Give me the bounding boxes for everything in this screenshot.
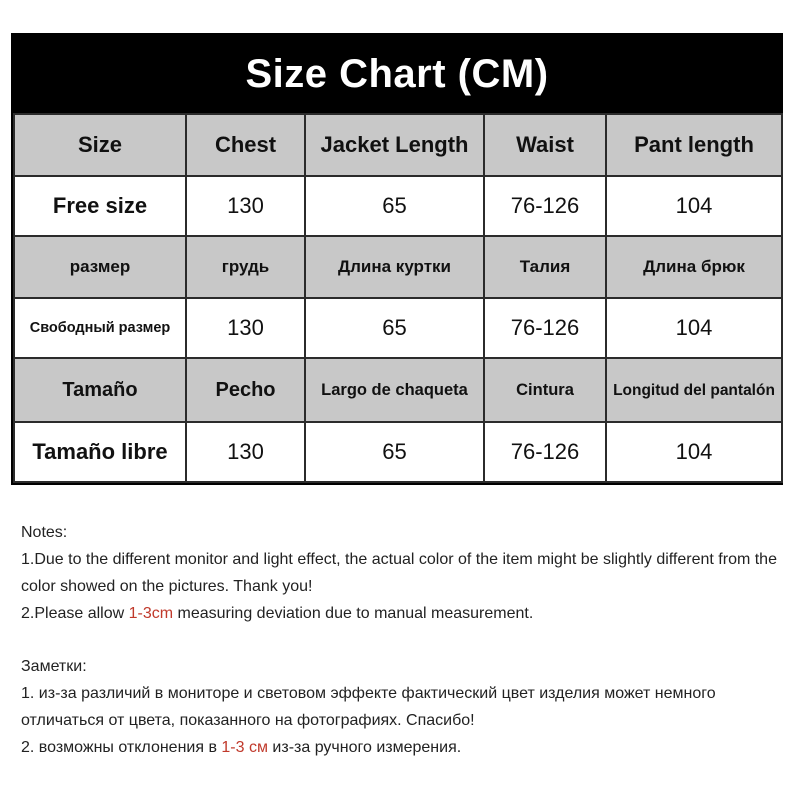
header-cell: Size	[14, 114, 186, 176]
header-cell: размер	[14, 236, 186, 298]
notes-russian	[21, 653, 781, 761]
deviation-highlight: 1-3 см	[221, 739, 268, 756]
note-line-1: 1.Due to the different monitor and light effect, the actual color of the item might be slightly different from the color showed on the pictures. Thank you!	[21, 551, 777, 595]
table-row-ru-values	[14, 298, 782, 358]
table-row-en-header	[14, 114, 782, 176]
chart-title: Size Chart (CM)	[13, 35, 781, 113]
header-cell: Длина брюк	[606, 236, 782, 298]
value-cell: 130	[186, 298, 305, 358]
value-cell: 65	[305, 422, 484, 482]
notes-heading: Notes:	[21, 524, 68, 541]
value-cell: 130	[186, 176, 305, 236]
header-cell: Longitud del pantalón	[606, 358, 782, 422]
value-cell: Free size	[14, 176, 186, 236]
header-cell: Waist	[484, 114, 606, 176]
header-cell: Tamaño	[14, 358, 186, 422]
size-chart	[11, 33, 783, 485]
header-cell: Талия	[484, 236, 606, 298]
header-cell: Largo de chaqueta	[305, 358, 484, 422]
size-table	[13, 113, 783, 483]
note-text: 2.Please allow	[21, 605, 129, 622]
header-cell: Cintura	[484, 358, 606, 422]
note-line-2	[21, 734, 781, 761]
table-row-en-values	[14, 176, 782, 236]
header-cell: Pecho	[186, 358, 305, 422]
value-cell: 65	[305, 298, 484, 358]
header-cell: Jacket Length	[305, 114, 484, 176]
table-row-es-values	[14, 422, 782, 482]
note-text: 2. возможны отклонения в	[21, 739, 222, 756]
value-cell: 76-126	[484, 176, 606, 236]
header-cell: грудь	[186, 236, 305, 298]
notes-heading: Заметки:	[21, 658, 87, 675]
table-row-ru-header	[14, 236, 782, 298]
notes-english	[21, 519, 781, 627]
value-cell: 104	[606, 298, 782, 358]
note-text: measuring deviation due to manual measurement.	[173, 605, 534, 622]
note-line-1: 1. из-за различий в мониторе и световом эффекте фактический цвет изделия может немного отличаться от цвета, показанного на фотографиях. Спасибо!	[21, 685, 716, 729]
deviation-highlight: 1-3cm	[128, 605, 174, 622]
value-cell: 104	[606, 176, 782, 236]
value-cell: 65	[305, 176, 484, 236]
value-cell: 130	[186, 422, 305, 482]
value-cell: Tamaño libre	[14, 422, 186, 482]
value-cell: 76-126	[484, 298, 606, 358]
note-text: из-за ручного измерения.	[267, 739, 462, 756]
note-line-2	[21, 600, 781, 627]
header-cell: Chest	[186, 114, 305, 176]
value-cell: Свободный размер	[14, 298, 186, 358]
header-cell: Длина куртки	[305, 236, 484, 298]
value-cell: 76-126	[484, 422, 606, 482]
value-cell: 104	[606, 422, 782, 482]
header-cell: Pant length	[606, 114, 782, 176]
table-row-es-header	[14, 358, 782, 422]
